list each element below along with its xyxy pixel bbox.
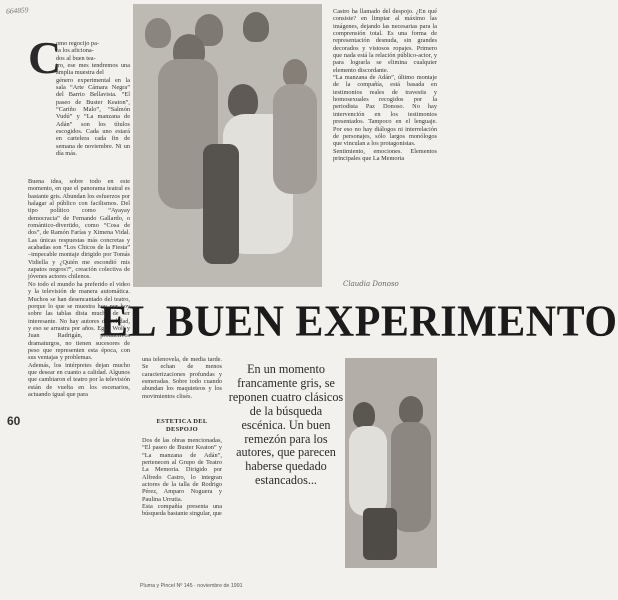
archive-stamp: 664859 <box>5 5 29 16</box>
headline: EL BUEN EXPERIMENTO <box>100 297 618 347</box>
section-subhead: ESTETICA DEL DESPOJO <box>156 418 208 433</box>
footer-line: Pluma y Pincel Nº 145 · noviembre de 1991 <box>140 583 243 589</box>
column-1-body: Buena idea, sobre todo en este momento, en que el panorama teatral es bastante gris. Abundan los esfuerzos por halagar al público con facilismos. Del tipo político como “Ayayay democracia” de Fernando Gallardo, o romántico-divertido, como “Cosa de dos”, de Ramón Farías y Ximena Vidal. Las únicas respuestas más concretas y acabadas son “Los Chicos de la Fiesta” –impecable montaje dirigido por Tomás Vidiella y ¿Quién me escondió mis zapatos negros?”, creación colectiva de jóvenes actores chilenos. No todo el mundo ha preferido el video y la televisión de manera automática. Muchos se han desencantado del teatro, porque lo que se muestra hoy por hoy sobre las tablas dista mucho de ser interesante. No hay autores de calidad, y eso se arrastra por años. Egon Wolf y Juan Radrigán, productivos dramaturgos, no tienen sucesores de peso que representen esta época, con sus ventajas y problemas. Además, los intérpretes dejan mucho que desear en cuanto a calidad. Algunos que cambiaron el teatro por la televisión están de vuelta en los escenarios, actuando igual que para <box>28 178 130 398</box>
column-2-body: una telenovela, de media tarde. Se echan de menos caracterizaciones profundas y esmeradas. Sobre todo cuando abundan los maquieteos y los movimientos clisés. <box>142 356 222 400</box>
performance-photo <box>345 358 437 568</box>
page-number: 60 <box>7 414 21 428</box>
author-signature: Claudia Donoso <box>343 280 399 288</box>
column-3-body: Castro ha llamado del despojo. ¿En qué consiste? en limpiar al máximo las imágenes, dejando las necesarias para la comprensión total. Es una forma de representación desnuda, sin grandes decorados y vistosos ropajes. Primero que nada está la relación público-actor, y para lograrla se elimina cualquier elemento discordante. “La manzana de Adán”, último montaje de la compañía, está basada en testimonios reales de travestis y homosexuales recogidos por la periodista Paz Donoso. No hay intervención en los testimonios presentados. Tampoco en el lenguaje. Por eso no hay diálogos ni interrelación de personajes, sólo largos monólogos que vinculan a los protagonistas. Sentimiento, emociones. Elementos principales que La Memoria <box>333 8 437 162</box>
column-1-lower <box>28 326 130 582</box>
pull-quote: En un momento francamente gris, se reponen cuatro clásicos de la búsqueda escénica. Un buen remezón para los autores, que parecen haberse quedado estancados... <box>228 362 344 488</box>
drop-cap: C <box>28 32 62 83</box>
column-1-intro: omo regocijo pa- ra los aficiona- dos al buen tea- tro, ese mes tendremos una amplia muestra del género experimental en la sala “Arte Cámara Negra” del Barrio Bellavista. “El paseo de Buster Keaton”, “Cariño Malo”, “Salmón Vudú” y “La manzana de Adán” son los títulos escogidos. Cada uno estará en cartelera cada fin de semana de noviembre. Ni un día más. <box>56 40 130 158</box>
column-2-body-rest: Dos de las obras mencionadas, “El paseo de Buster Keaton” y “La manzana de Adán”, pertenecen al Grupo de Teatro La Memoria. Dirigido por Alfredo Castro, lo integran actores de la talla de Rodrigo Pérez, Amparo Noguera y Paulina Urrutia. Esta compañía presenta una búsqueda bastante singular, que <box>142 437 222 518</box>
cast-photo <box>133 4 322 287</box>
